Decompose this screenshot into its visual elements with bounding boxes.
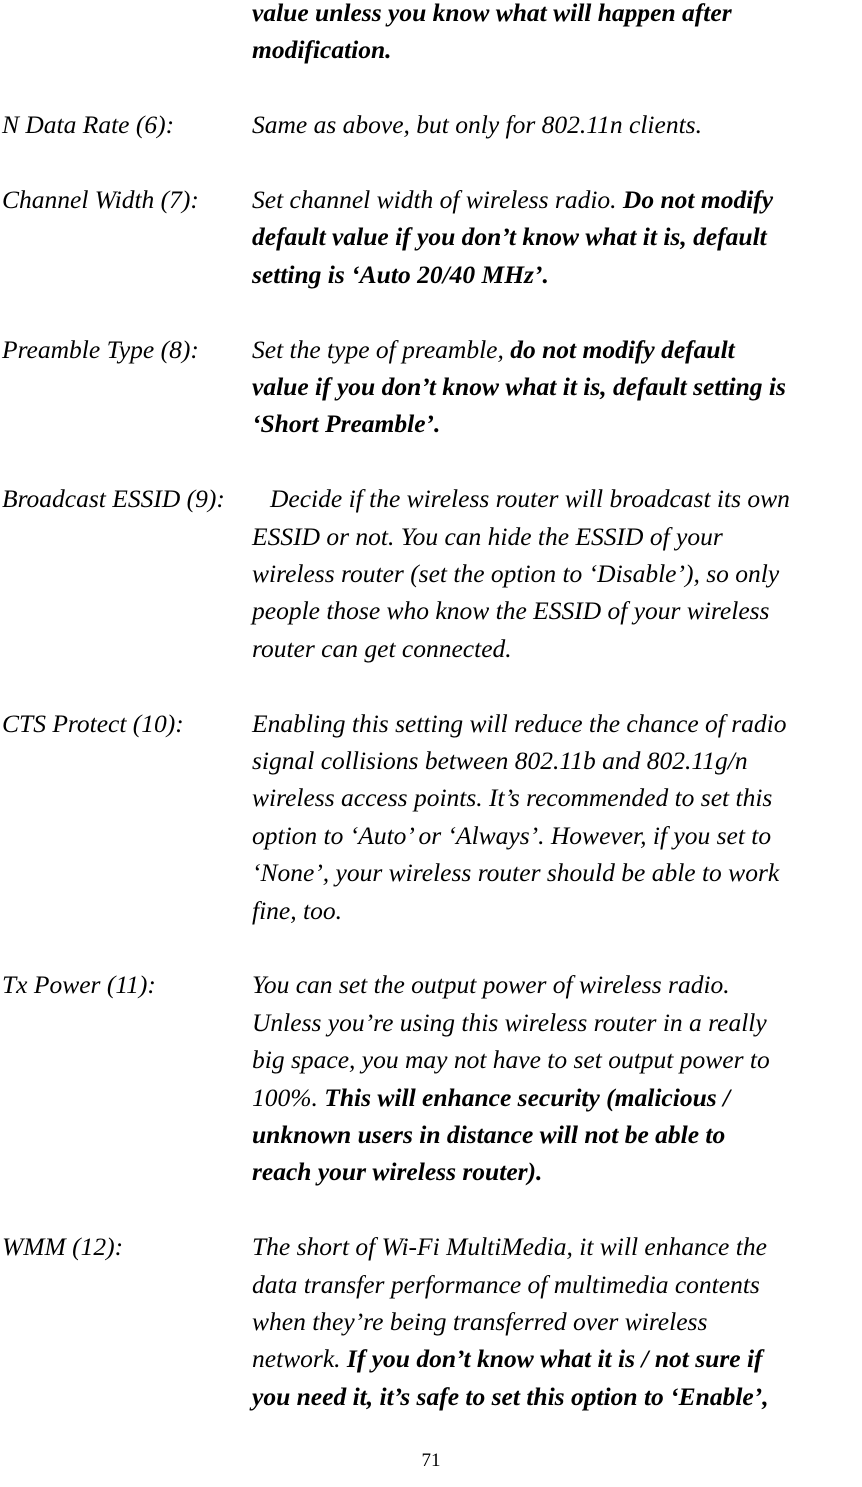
bold-text: modification. [252,35,392,65]
description-line [252,1378,769,1415]
description-line [252,966,730,1003]
bold-text: reach your wireless router). [252,1157,543,1187]
description-line [252,1004,767,1041]
description-line [252,181,773,218]
text: Unless you’re using this wireless router in a really [252,1007,767,1037]
bold-text: value if you don’t know what it is, default setting is [252,372,786,401]
bold-text: Do not modify [622,185,774,214]
description-line [252,705,786,742]
text: Set channel width of wireless radio. [252,185,623,214]
description-line [252,817,771,854]
bold-text: value unless you know what will happen after [252,0,732,27]
text: ESSID or not. You can hide the ESSID of your [252,521,723,551]
text: You can set the output power of wireless radio. [252,970,730,1000]
text: when they’re being transferred over wireless [252,1307,708,1336]
description-line [252,368,786,405]
bold-text: This will enhance security (malicious / [324,1082,731,1112]
text: people those who know the ESSID of your wireless [252,596,770,626]
text: Decide if the wireless router will broadcast its own [270,484,790,514]
description-line [252,1228,767,1265]
text: big space, you may not have to set output power to [252,1045,770,1075]
description-line [252,0,732,31]
description-line [252,1041,770,1078]
text: wireless access points. It’s recommended to set this [252,783,773,813]
description-line [252,1340,763,1377]
term-label: CTS Protect (10): [2,708,184,738]
description-line [252,1079,730,1116]
text: network. [252,1344,347,1374]
description-line [252,742,748,779]
description-line [252,1266,760,1303]
text: 100%. [252,1082,325,1112]
text: ‘None’, your wireless router should be able to work [252,858,780,888]
description-line [252,405,440,442]
description-line [252,592,769,629]
term-label: Preamble Type (8): [2,334,199,364]
term-label: Tx Power (11): [2,970,156,1000]
description-line [252,779,772,816]
term-label: N Data Rate (6): [2,110,175,140]
description-line [252,1116,725,1153]
page-number: 71 [421,1450,441,1471]
description-line [252,31,392,68]
description-line [270,480,790,517]
bold-text: setting is ‘Auto 20/40 MHz’. [252,259,549,289]
bold-text: ‘Short Preamble’. [252,409,441,439]
description-line [252,331,735,368]
text: signal collisions between 802.11b and 802.11g/n [252,746,748,775]
description-line [252,892,342,929]
text: Enabling this setting will reduce the chance of radio [252,708,787,738]
description-line [252,1153,542,1190]
bold-text: default value if you don’t know what it is, default [252,222,767,252]
bold-text: unknown users in distance will not be able to [252,1120,726,1149]
text: option to ‘Auto’ or ‘Always’. However, if you set to [252,820,772,850]
description-line [252,218,767,255]
text: fine, too. [252,895,342,925]
description-line [252,630,512,667]
description-line [252,1303,707,1340]
bold-text: do not modify default [510,334,735,364]
text: wireless router (set the option to ‘Disable’), so only [252,559,780,588]
text: Same as above, but only for 802.11n clients. [252,110,702,140]
description-line [252,106,702,143]
description-line [252,518,723,555]
text: data transfer performance of multimedia contents [252,1269,760,1299]
term-label: Broadcast ESSID (9): [2,484,225,514]
description-line [252,256,549,293]
description-line [252,555,779,592]
bold-text: you need it, it’s safe to set this option to ‘Enable’, [252,1381,769,1411]
term-label: WMM (12): [2,1232,124,1262]
text: Set the type of preamble, [252,334,511,364]
text: The short of Wi-Fi MultiMedia, it will enhance the [252,1232,767,1262]
term-label: Channel Width (7): [2,185,199,214]
text: router can get connected. [252,633,512,663]
description-line [252,854,779,891]
bold-text: If you don’t know what it is / not sure if [346,1344,763,1374]
